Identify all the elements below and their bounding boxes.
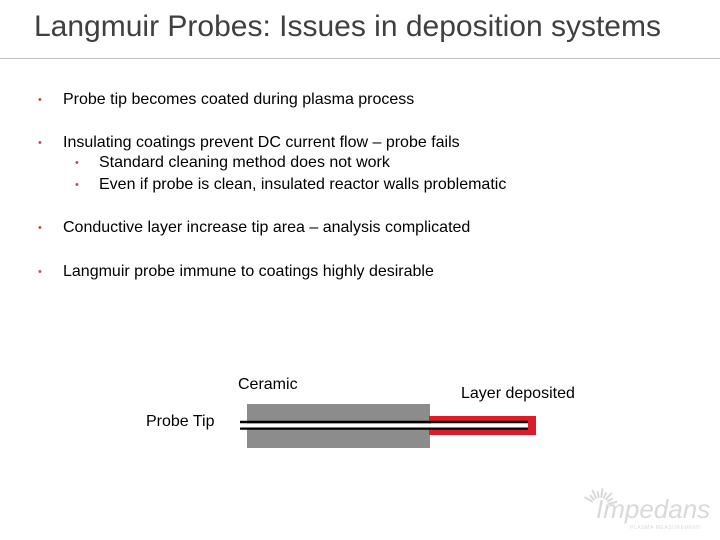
bullet-dot: • (38, 222, 42, 234)
logo-ray (590, 496, 593, 500)
sub-bullet-text: Even if probe is clean, insulated reactor walls problematic (99, 176, 507, 193)
bullet-text: Probe tip becomes coated during plasma process (63, 91, 415, 108)
sunburst-icon (574, 484, 716, 532)
logo-ray (585, 498, 592, 502)
slide-title: Langmuir Probes: Issues in deposition systems (34, 10, 661, 43)
bullet-text: Insulating coatings prevent DC current flow – probe fails (63, 134, 460, 151)
bullet-dot: • (38, 137, 42, 149)
bullet-text: Conductive layer increase tip area – analysis complicated (63, 219, 471, 236)
sub-bullet-dot: • (75, 157, 79, 169)
probe-tip-label: Probe Tip (146, 413, 215, 430)
sub-bullet-dot: • (75, 179, 79, 191)
impedans-logo (574, 484, 716, 532)
ceramic-label: Ceramic (238, 376, 298, 393)
logo-wordmark: Impedans (596, 494, 711, 524)
probe-wire-core (240, 424, 528, 428)
logo-tagline: PLASMA MEASUREMENT (630, 525, 702, 531)
bullet-dot: • (38, 94, 42, 106)
sub-bullet-text: Standard cleaning method does not work (99, 154, 390, 171)
layer-deposited-label: Layer deposited (461, 385, 575, 402)
bullet-text: Langmuir probe immune to coatings highly desirable (63, 263, 434, 280)
bullet-dot: • (38, 266, 42, 278)
